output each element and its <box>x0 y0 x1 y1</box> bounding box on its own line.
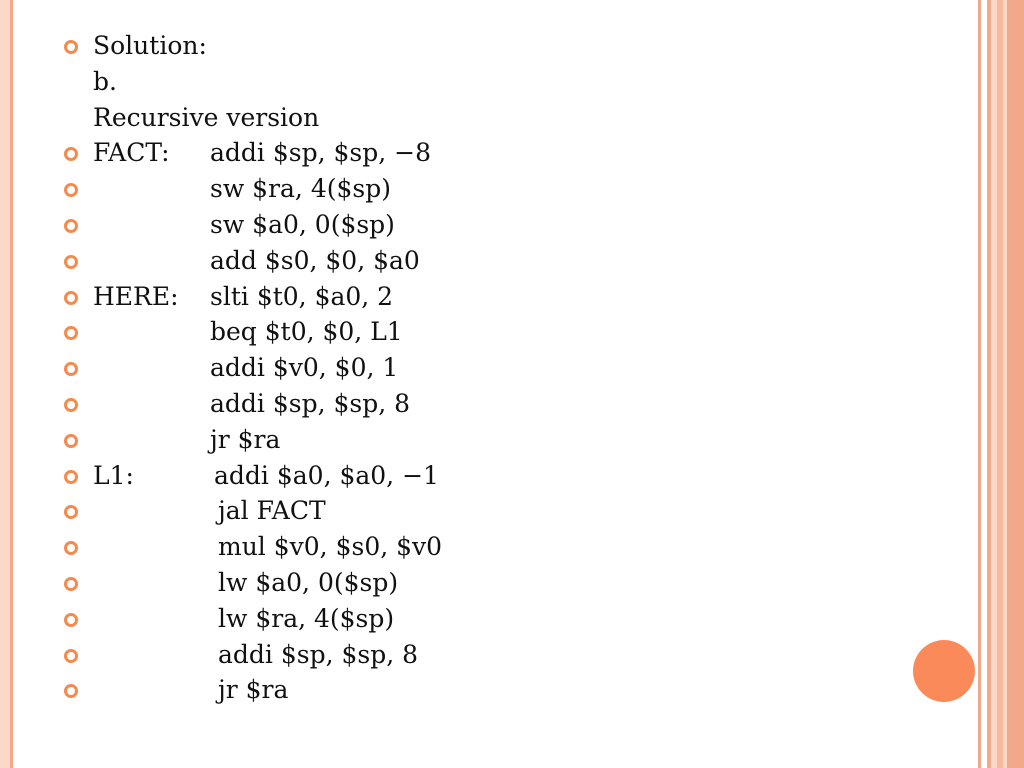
line-code: addi $sp, $sp, −8 <box>210 138 431 168</box>
bullet-icon <box>64 326 78 340</box>
list-item <box>0 100 900 136</box>
list-item <box>0 28 900 64</box>
list-item <box>0 64 900 100</box>
line-code: jal FACT <box>218 496 326 526</box>
list-item <box>0 601 900 637</box>
bullet-icon <box>64 291 78 305</box>
line-code: slti $t0, $a0, 2 <box>210 281 394 311</box>
bullet-icon <box>64 40 78 54</box>
line-label: Recursive version <box>93 102 320 132</box>
line-label: FACT: <box>93 138 170 168</box>
line-code: mul $v0, $s0, $v0 <box>218 532 443 562</box>
bullet-icon <box>64 434 78 448</box>
line-code: addi $sp, $sp, 8 <box>218 639 419 669</box>
slide-body <box>0 28 900 708</box>
list-item <box>0 350 900 386</box>
bullet-icon <box>64 147 78 161</box>
right-stripe-7 <box>1007 0 1024 768</box>
bullet-icon <box>64 362 78 376</box>
list-item <box>0 279 900 315</box>
bullet-icon <box>64 255 78 269</box>
list-item <box>0 171 900 207</box>
line-label: Solution: <box>93 31 207 60</box>
line-code: jr $ra <box>210 424 281 454</box>
line-code: beq $t0, $0, L1 <box>210 317 403 347</box>
decorative-orange-circle <box>913 640 975 702</box>
line-label: HERE: <box>93 281 179 311</box>
list-item <box>0 493 900 529</box>
list-item <box>0 314 900 350</box>
line-label: b. <box>93 66 117 96</box>
bullet-icon <box>64 219 78 233</box>
line-code: addi $sp, $sp, 8 <box>210 388 411 418</box>
bullet-icon <box>64 398 78 412</box>
list-item <box>0 529 900 565</box>
list-item <box>0 243 900 279</box>
list-item <box>0 422 900 458</box>
bullet-icon <box>64 183 78 197</box>
line-code: sw $ra, 4($sp) <box>210 174 391 204</box>
bullet-icon <box>64 649 78 663</box>
bullet-icon <box>64 505 78 519</box>
line-code: add $s0, $0, $a0 <box>210 245 420 275</box>
list-item <box>0 386 900 422</box>
bullet-icon <box>64 613 78 627</box>
list-item <box>0 637 900 673</box>
bullet-icon <box>64 684 78 698</box>
line-label: L1: <box>93 460 134 490</box>
bullet-icon <box>64 470 78 484</box>
bullet-icon <box>64 541 78 555</box>
list-item <box>0 565 900 601</box>
list-item <box>0 207 900 243</box>
line-code: sw $a0, 0($sp) <box>210 209 395 239</box>
line-code: addi $v0, $0, 1 <box>210 353 399 383</box>
line-code: jr $ra <box>218 675 289 705</box>
bullet-icon <box>64 577 78 591</box>
line-code: lw $a0, 0($sp) <box>218 567 399 597</box>
line-code: addi $a0, $a0, −1 <box>214 460 439 490</box>
list-item <box>0 672 900 708</box>
list-item <box>0 458 900 494</box>
list-item <box>0 135 900 171</box>
line-code: lw $ra, 4($sp) <box>218 603 395 633</box>
